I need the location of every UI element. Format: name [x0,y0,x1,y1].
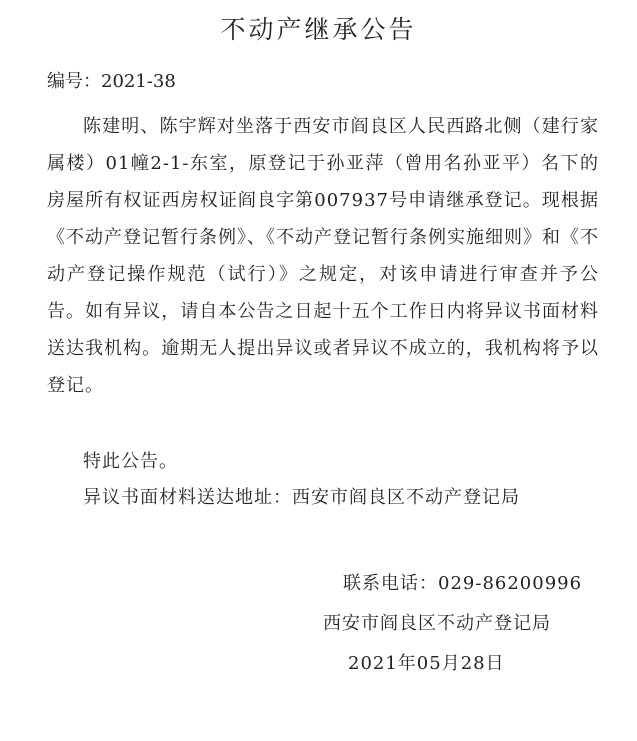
notice-body: 陈建明、陈宇辉对坐落于西安市阎良区人民西路北侧（建行家属楼）01幢2-1-东室，原登记于孙亚萍（曾用名孙亚平）名下的房屋所有权证西房权证阎良字第007937号申请继承登记。现根据《不动产登记暂行条例》、《不动产登记暂行条例实施细则》和《不动产登记操作规范（试行）》之规定，对该申请进行审查并予公告。如有异议，请自本公告之日起十五个工作日内将异议书面材料送达我机构。逾期无人提出异议或者异议不成立的，我机构将予以登记。 [47,116,599,396]
issue-date: 2021年05月28日 [348,653,505,674]
closing-line: 特此公告。 [83,451,178,472]
document-number: 编号：2021-38 [47,71,176,92]
notice-title: 不动产继承公告 [220,15,417,44]
contact-phone: 联系电话：029-86200996 [343,573,583,594]
issuing-agency: 西安市阎良区不动产登记局 [323,613,551,634]
objection-address: 异议书面材料送达地址：西安市阎良区不动产登记局 [83,487,520,508]
